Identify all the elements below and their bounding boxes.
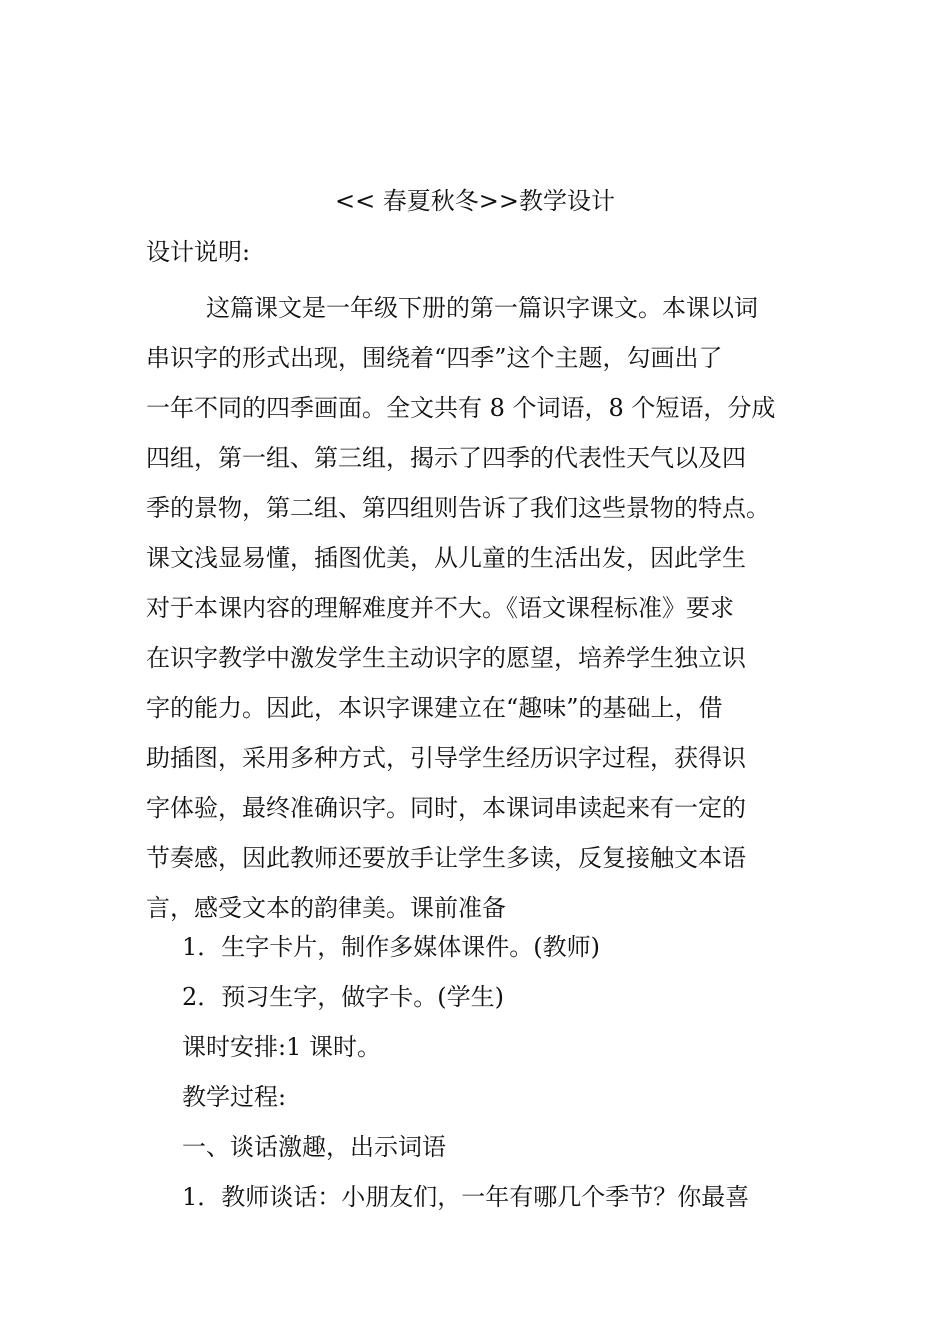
list-item: 教学过程: bbox=[182, 1083, 287, 1111]
paragraph-line: 言，感受文本的韵律美。课前准备 bbox=[146, 894, 506, 922]
section-label: 设计说明: bbox=[146, 238, 251, 266]
paragraph-line: 助插图，采用多种方式，引导学生经历识字过程，获得识 bbox=[146, 744, 746, 772]
paragraph-line: 一年不同的四季画面。全文共有 8 个词语，8 个短语，分成 bbox=[146, 394, 776, 422]
paragraph-line: 节奏感，因此教师还要放手让学生多读，反复接触文本语 bbox=[146, 844, 746, 872]
list-item: 一、谈话激趣，出示词语 bbox=[182, 1133, 446, 1161]
list-item: 1．教师谈话：小朋友们，一年有哪几个季节？你最喜 bbox=[182, 1183, 750, 1211]
paragraph-line: 对于本课内容的理解难度并不大。《语文课程标准》要求 bbox=[146, 594, 734, 622]
paragraph-line: 字的能力。因此，本识字课建立在“趣味”的基础上，借 bbox=[146, 694, 723, 722]
paragraph-line: 这篇课文是一年级下册的第一篇识字课文。本课以词 bbox=[206, 294, 758, 322]
list-item: 2．预习生字，做字卡。(学生) bbox=[182, 983, 504, 1011]
body-paragraph bbox=[146, 283, 806, 933]
paragraph-line: 季的景物，第二组、第四组则告诉了我们这些景物的特点。 bbox=[146, 494, 770, 522]
paragraph-line: 在识字教学中激发学生主动识字的愿望，培养学生独立识 bbox=[146, 644, 746, 672]
list-item: 课时安排:1 课时。 bbox=[182, 1033, 381, 1061]
list-item: 1．生字卡片，制作多媒体课件。(教师) bbox=[182, 933, 600, 961]
document-title: << 春夏秋冬>>教学设计 bbox=[334, 187, 616, 215]
item-list bbox=[182, 922, 822, 1222]
paragraph-line: 字体验，最终准确识字。同时，本课词串读起来有一定的 bbox=[146, 794, 746, 822]
paragraph-line: 串识字的形式出现，围绕着“四季”这个主题，勾画出了 bbox=[146, 344, 723, 372]
paragraph-line: 课文浅显易懂，插图优美，从儿童的生活出发，因此学生 bbox=[146, 544, 746, 572]
paragraph-line: 四组，第一组、第三组，揭示了四季的代表性天气以及四 bbox=[146, 444, 746, 472]
